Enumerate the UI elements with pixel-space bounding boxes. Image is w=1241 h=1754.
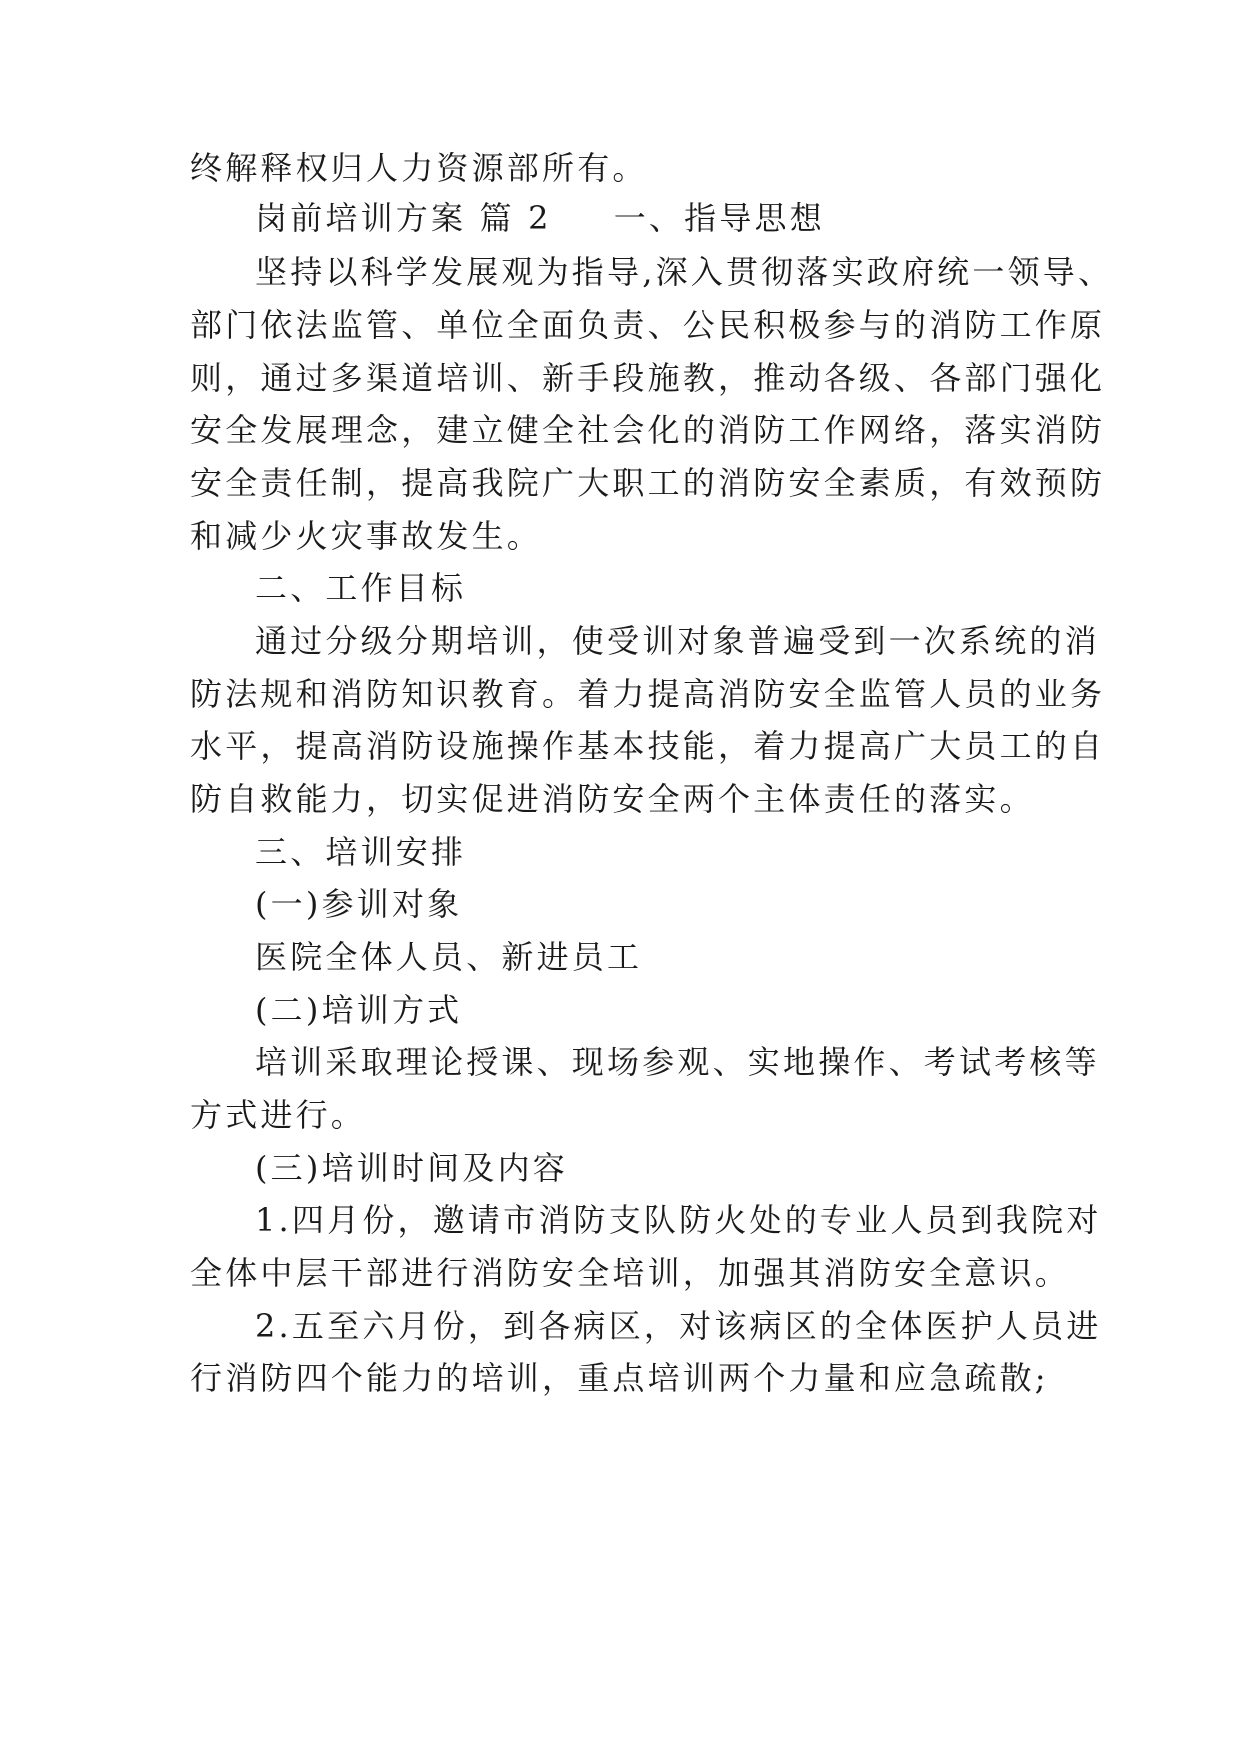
text-line: 防自救能力，切实促进消防安全两个主体责任的落实。 <box>190 780 1035 818</box>
text-line: 全体中层干部进行消防安全培训，加强其消防安全意识。 <box>190 1254 1071 1292</box>
section-heading-line <box>255 198 825 238</box>
text-line: 安全责任制，提高我院广大职工的消防安全素质，有效预防 <box>190 464 1106 502</box>
text-line: 方式进行。 <box>190 1096 367 1134</box>
text-line: 和减少火灾事故发生。 <box>190 517 543 555</box>
text-line: 行消防四个能力的培训，重点培训两个力量和应急疏散; <box>190 1359 1049 1397</box>
text-line: 水平，提高消防设施操作基本技能，着力提高广大员工的自 <box>190 727 1106 765</box>
subheading-participants: (一)参训对象 <box>255 885 463 923</box>
subheading-time-content: (三)培训时间及内容 <box>255 1149 568 1187</box>
text-line: 培训采取理论授课、现场参观、实地操作、考试考核等 <box>255 1043 1100 1081</box>
list-item: 1.四月份，邀请市消防支队防火处的专业人员到我院对 <box>255 1201 1102 1239</box>
text-line: 防法规和消防知识教育。着力提高消防安全监管人员的业务 <box>190 675 1106 713</box>
subheading-training-method: (二)培训方式 <box>255 991 463 1029</box>
heading-training-arrangement: 三、培训安排 <box>255 833 467 871</box>
text-line: 则，通过多渠道培训、新手段施教，推动各级、各部门强化 <box>190 359 1106 397</box>
text-line: 终解释权归人力资源部所有。 <box>190 149 648 187</box>
heading-work-goals: 二、工作目标 <box>255 569 467 607</box>
text-line: 部门依法监管、单位全面负责、公民积极参与的消防工作原 <box>190 306 1106 344</box>
text-line: 通过分级分期培训，使受训对象普遍受到一次系统的消 <box>255 622 1100 660</box>
text-line: 安全发展理念，建立健全社会化的消防工作网络，落实消防 <box>190 411 1106 449</box>
text-line: 坚持以科学发展观为指导,深入贯彻落实政府统一领导、 <box>255 253 1114 291</box>
text-line: 医院全体人员、新进员工 <box>255 938 643 976</box>
list-item: 2.五至六月份，到各病区，对该病区的全体医护人员进 <box>255 1307 1102 1345</box>
heading-guiding-ideology: 一、指导思想 <box>613 199 825 237</box>
doc-title: 岗前培训方案 篇 2 <box>255 199 552 237</box>
